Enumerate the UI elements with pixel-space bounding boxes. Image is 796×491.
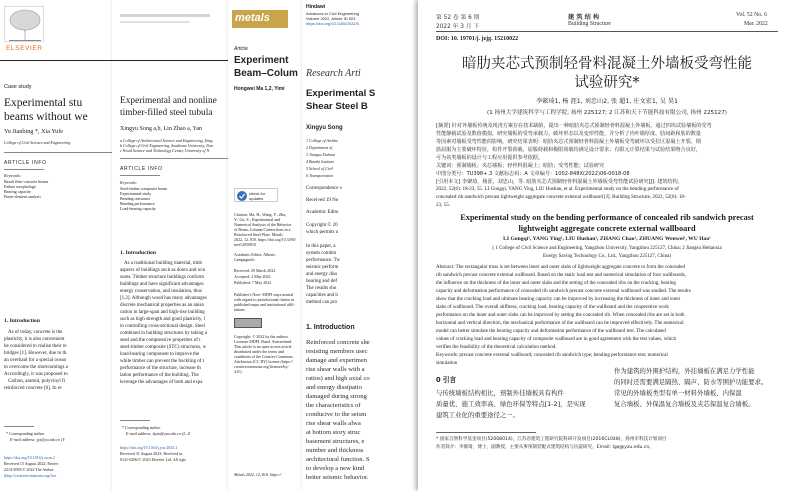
article-type-label: Research Arti [306,68,361,79]
abstract-en-line: Abstract: The rectangular truss is set between inner and outer slabs of lightweight aggregate concrete to form the concealed [436,264,686,270]
abstract-line: system combin [306,251,337,256]
article-info-heading: ARTICLE INFO [120,166,163,172]
keyword: Failure morphology [4,184,36,189]
body-line: performance of the structure, increase th [120,366,201,371]
affiliation-c: c Wood Science and Technology Center, University of N [120,148,210,153]
affiliation: 2 Department of [306,145,333,150]
issue-date: 2022 年 3 月 下 [436,24,480,30]
body-line: in controlling cross-sectional design. Steel [120,324,205,329]
abstract-en-line: horizontal and vertical direction, the mechanical performance of the wallboard can be improved effectively. The numerical [436,320,684,326]
article-type-label: Article [234,46,248,52]
authors: Yu Jianbing *, Xia Yufe [4,128,64,135]
paper-title-line-1: Experimental S [306,88,376,99]
body-line: leverage the advantages of both and expa [120,380,203,385]
author-email: E-mail address: lzyzu@yzu.edu.cn (L. Z [126,431,190,436]
corresponding-author: * Corresponding author. [122,425,161,430]
body-line: basement structures, e [306,438,365,445]
abstract-en-line: show that the cracking load and ultimate bearing capacity can be improved by increasing the thickness of inner and outer [436,296,681,302]
keyword: Basalt fiber concrete beams [4,179,49,184]
publisher-note: iations. [234,307,246,312]
copyright-line: This article is an open access article [234,344,292,349]
copyright-line: Copyright: © 2022 by the authors. [234,334,290,339]
keyword: Bending performance [120,201,155,206]
journal-logo-text: metals [235,12,270,24]
abstract-line: method can pro [306,300,338,305]
abstract-cn-line: 筋屈服为主要破坏特征，构件开裂荷载、屈服荷载和极限荷载均满足设计要求；有限元计算结果与试验结果吻合良好， [436,147,701,153]
body-right-line: 作为建筑的外围护结构，外挂墙板在满足力学性能 [614,367,755,375]
section-heading-intro: 1. Introduction [120,250,156,256]
body-line: the characteristics of [306,402,361,409]
affiliation: College of Civil Science and Engineering [4,140,71,145]
publisher-name: ELSEVIER [6,45,43,52]
abstract-line: performance. Tw [306,258,340,263]
copyright-line: 4.0/). [234,369,243,374]
body-line: number and thickness [306,447,364,454]
volume-date: Mar. 2022 [744,21,768,27]
affiliation: 1 College of Archite [306,138,339,143]
abstract-en-line: verifies the feasibility of the theoretical calculation method. [436,344,557,350]
affiliation-a: a College of Architectural Science and Engineering, Yang [120,138,213,143]
body-left-line: 质量优、施工效率高、绿色环保等特点[1-2]，是实现 [436,400,586,408]
doi-link[interactable]: https://doi.org/10.1016/j.jcsr.2023.1 [120,445,178,450]
publisher-note: published maps and institutional affil- [234,302,295,307]
affiliation: 6 Transportation [306,173,334,178]
keyword: Finite element analysis [4,194,41,199]
paper-title-line-1: Experimental stu [4,97,83,109]
paper-title-en-line-1: Experimental study on the bending performance of concealed rib sandwich precast [460,213,754,222]
keywords-en-line: Keywords: precast concrete external wallboard; concealed rib sandwich type; bending performance test; numerical [436,352,668,358]
paper-thumbnail-2[interactable] [112,0,244,491]
published-date: Published: 7 May 2022 [234,280,272,285]
keyword: Experimental study [120,191,152,196]
academic-editor: Campagnolo [234,257,255,262]
publisher-note: with regard to jurisdictional claims in [234,297,295,302]
journal-volume: Volume 2022, Article ID 523 [306,16,356,21]
body-line: such as high strength and good plasticity, l [120,317,205,322]
section-heading-intro: 0 引言 [436,376,457,384]
affiliation-en-line: ( 1 College of Civil Science and Engineering, Yangzhou University, Yangzhou 225127, China; 2 Jiangsu Heitanxia [492,246,722,251]
academic-editor-heading: Academic Editor: Alberto [234,252,276,257]
abstract-en-line: the influence on the thickness of the inner and outer slabs and the setting of the concealed ribs on the cracking, bearing [436,280,676,286]
copyright-line: Attribution (CC BY) license (https:// [234,359,293,364]
section-heading-intro: 1. Introduction [4,318,40,324]
affiliation: 4 Banshi Institute [306,159,335,164]
abstract-cn-line: 等因素对墙板受弯性能的影响。研究结果表明：暗肋夹芯式预制轻骨料混凝土外墙板受弯破坏以受拉区混凝土开裂、钢 [436,139,701,145]
body-line: while timber can prevent the buckling of t [120,359,205,364]
body-line: damaged during strong [306,393,367,400]
correspondence: Correspondence s [306,186,342,191]
body-line: architectural function. S [306,456,370,463]
authors-cn: 李綮琦1, 杨 涯1, 刘忠山2, 张 超1, 庄文宏1, 吴 昊1 [535,98,678,105]
abstract-en-line: slabs of wallboard. The overall stiffness, cracking load, bearing capacity of the wallboard and the cooperative work [436,304,669,310]
citation-line: Numerical Analysis of the Behavior [234,222,292,227]
body-line: and energy dissipatio [306,384,362,391]
body-line: load-bearing component to improve the [120,352,200,357]
body-line: combined in building structures by taking a [120,331,207,336]
body-line: As of today, concrete is the [8,330,63,335]
citation-line: Reinforced Steel Plate. Metals [234,232,283,237]
body-line: Reinforced concrete she [306,339,370,346]
footnote-author-bio: 作者简介：李綮琦，博士，副教授，主要从事预制装配式建筑结构与抗震研究，Email: lgq@yzu.edu.cn。 [436,445,654,450]
abstract-line: capacities and h [306,293,338,298]
elsevier-tree-logo [4,6,44,42]
paper-title-line-2: Beam–Colum [234,68,298,79]
copyright-line: which permits u [306,230,339,235]
body-line: sures. Timber structure buildings conform [120,275,205,280]
copyright-line: creativecommons.org/licenses/by/ [234,364,289,369]
journal-name-cn: 建 筑 结 构 [568,14,600,21]
abstract-cn-line: [摘要] 针对外墙板传统及现浇方案存在技术缺陷，提出一种暗肋夹芯式预制轻骨料混凝土外墙板。通过四块试验墙板的受弯 [436,123,712,129]
citation-line: Citation: Ma, H.; Wang, Y.; Zhu, [234,212,287,217]
body-line: rise shear walls with a [306,366,365,373]
cc-by-badge [234,318,262,328]
citation-line: of Beam–Column Connections in a [234,227,291,232]
body-line: resisting members usec [306,348,368,355]
doi-link[interactable]: https://doi.org/10.1016/j.cscm.2 [4,455,56,460]
body-line: energy conservation, and insulation, thus [120,289,202,294]
abstract-cn-line: 性能静载试验及数值模拟，研究墙板的受弯承载力、破坏形态以及变形性能，并分析了内叶墙厚度、肋间距和肋的数量 [436,131,701,137]
paper-title-en-line-2: lightweight aggregate concrete external wallboard [518,224,696,233]
author-email: E-mail address: yjx@yu.edu.cn (Y [10,437,65,442]
journal-name-en: Building Structure [568,21,611,27]
abstract-cn-line: 可为该类墙板的设计与工程应用提供参考依据。 [436,155,543,161]
citation-line: Y.; Gu, S.; Experimental and [234,217,281,222]
paper-thumbnail-4[interactable] [302,0,432,491]
authors: Xingyu Song [306,125,343,131]
copyright-line: Copyright © 20 [306,223,338,228]
body-left-line: 建筑工业化的重要途径之一。 [436,411,520,419]
abstract-line: and energy diss [306,272,338,277]
body-line: ratios) and high axial co [306,375,370,382]
keywords-en-line: simulation [436,360,458,366]
body-line: damage and experimen [306,357,368,364]
classification-cn: 中图分类号：TU398+.3 文献标志码：A 文章编号：1002-848X(2022)06-0018-08 [436,171,630,177]
body-line: better seismic behavior. [306,474,369,481]
body-line: Accordingly, it was proposed to [4,372,68,377]
citation-line: concealed rib sandwich precast lightweight aggregate concrete external wallboard [J]. Building Structure, 2022, 52(6): 18- [436,194,686,200]
paper-title-cn-line-2: 试验研究* [574,75,640,91]
keywords-heading: Keywords: [120,180,138,185]
citation-line: [引用本文] 李綮琦，杨涯，刘忠山，等. 暗肋夹芯式预制轻骨料混凝土外墙板受弯性能试验研究[J]. 建筑结构， [436,179,683,185]
citation-line: met12050810 [234,242,256,247]
received-dates: Received 15 August 2022; Receiv [4,461,59,466]
check-updates-icon [236,190,248,202]
academic-editor: Academic Edito [306,210,339,215]
issn-line: 2214-5095/© 2022 The Author [4,467,54,472]
check-for-updates-badge[interactable] [234,188,278,202]
received-date: Received 19 No [306,198,339,203]
article-type-label: Case study [4,84,32,90]
issue-number: 第 52 卷 第 6 期 [436,15,480,21]
body-line: [1,2]. Although wood has many advantages [120,296,207,301]
paper-thumbnail-1[interactable] [0,0,124,491]
keywords-cn: 关键词：预制墙板；夹芯墙板；轻骨料混凝土；暗肋；受弯性能；试验研究 [436,163,605,169]
body-line: aspects of buildings such as doors and win [120,268,206,273]
body-line: steel and the compressive properties of t [120,338,201,343]
abstract-line: bearing and def [306,279,338,284]
body-right-line: 常见的外墙板类型有单一材料外墙板、内保温 [614,389,742,397]
authors: Hongwei Ma 1,2, Yimi [234,86,285,92]
body-line: cation in large-span and high-rise building [120,310,205,315]
body-right-line: 复合墙板、外保温复合墙板及夹芯保温复合墙板。 [614,400,755,408]
issn-line: 0141-0296/© 2023 Elsevier Ltd. All righ [120,457,186,462]
license-link[interactable]: (http://creativecommons.org/lice [4,473,57,478]
check-for-updates-label: check for updates [249,191,266,201]
citation-line: 2022, 52(6): 18-23, 55. LI Gongqi, YANG Ying, LIU Hushan, et al. Experimental study on the bending performance of [436,186,679,192]
abstract-en-line: performance on the inner and outer slabs can be improved by setting the concealed rib. When concealed ribs are set in both [436,312,685,318]
paper-page-building-structure[interactable] [418,0,796,491]
footnote-funding: * 国家自然科学基金项目(52008014)，江苏省建筑工程研究院科研开发项目(2016CL048)，扬州市科技计划项目 [436,437,667,442]
citation-line: 23, 55. [436,202,451,208]
body-line: plasticity, it is also convenient [4,337,65,342]
copyright-line: distributed under the terms and [234,349,284,354]
body-line: to overcome the shortcomings a [4,365,68,370]
authors-en: LI Gongqi¹, YANG Ying¹, LIU Hushan², ZHANG Chao¹, ZHUANG Wenwei¹, WU Hao¹ [503,236,711,242]
body-line: Carbon, aramid, polyvinyl fi [8,379,66,384]
authors: Xingyu Song a,b, Lin Zhao a, Yan [120,126,202,132]
keywords-heading: Keywords: [4,173,22,178]
paper-title-line-1: Experiment [234,55,289,66]
abstract-en-line: rib sandwich precast concrete external wallboard. Based on the static load test and numerical simulation of four wallboards, [436,272,686,278]
body-line: to develop a new kind [306,465,365,472]
keyword: Load-bearing capacity [120,206,156,211]
abstract-line: In this paper, a [306,244,336,249]
keyword: Bearing capacity [4,189,31,194]
citation-line: 2022, 12, 810. https://doi.org/10.3390/ [234,237,296,242]
publisher-note: Publisher's Note: MDPI stays neutral [234,292,294,297]
received-date: Received: 29 March 2022 [234,268,276,273]
copyright-line: conditions of the Creative Commons [234,354,293,359]
received-dates: Received 31 August 2023; Received in [120,451,183,456]
body-line: As a traditional building material, timb [124,261,203,266]
abstract-en-line: model can better simulate the bearing capacity and deformation performance of the wallboard test. The calculated [436,328,666,334]
accepted-date: Accepted: 2 May 2022 [234,274,271,279]
abstract-en-line: values of cracking load and bearing capacity of composite wallboard are in good agreement with the test values, which [436,336,677,342]
body-line: rise shear walls alwa [306,420,361,427]
paper-title-line-2: timber-filled steel tubula [120,108,213,118]
body-right-line: 的同时还需要满足隔热、隔声、防水等围护功能要求。 [614,378,768,386]
doi-link[interactable]: https://doi.org/10.1155/2022/5 [306,21,359,26]
abstract-en-line: capacity and deformation performance of concealed rib sandwich precast concrete external wallboard was studied. The results [436,288,691,294]
journal-name: Advances in Civil Engineering [306,11,359,16]
keyword: Bending resistance [120,196,151,201]
volume-number: Vol. 52 No. 6 [736,12,767,18]
affiliation: 3 Jiangsu Xinhuai [306,152,336,157]
body-line: reinforced concrete [6]. In re [4,386,62,391]
body-line: lation performance of the building. The [120,373,199,378]
affiliation-cn: (1 扬州大学建筑科学与工程学院, 扬州 225127; 2 江苏和天下节能科技有限公司, 扬州 225127) [487,110,727,116]
doi-label[interactable]: DOI: 10. 19701/j. jzjg. 15210022 [436,36,519,42]
paper-title-line-1: Experimental and nonline [120,96,217,106]
copyright-line: Licensee MDPI, Basel, Switzerland. [234,339,293,344]
abstract-line: The results sho [306,286,337,291]
body-line: conducive to the seism [306,411,367,418]
paper-title-cn-line-1: 暗肋夹芯式预制轻骨料混凝土外墙板受弯性能 [462,56,752,72]
paper-title-line-2: Shear Steel B [306,101,368,112]
abstract-line: seismic perform [306,265,339,270]
affiliation: 5 School of Civil [306,166,333,171]
body-line: discrete mechanical properties as an aniso [120,303,204,308]
keyword: Steel-timber composite beam [120,186,167,191]
journal-footer: Metals 2022, 12, 810. https:// [234,472,282,477]
publisher-name: Hindawi [306,4,326,10]
body-line: be considered to realise their re [4,344,67,349]
paper-title-line-2: beams without we [4,111,88,123]
body-line: at bottom story struc [306,429,361,436]
section-heading-intro: 1. Introduction [306,324,355,331]
body-line: bridges [1]. However, due to th [4,351,67,356]
body-left-line: 与传统墙板结构相比，预制外挂墙板具有构件 [436,389,564,397]
affiliation-en-line: Energy Saving Technology Co., Ltd., Yangzhou 225127, China) [543,254,671,259]
corresponding-author: * Corresponding author. [6,431,45,436]
article-info-heading: ARTICLE INFO [4,160,47,166]
affiliation-b: b College of Civil Engineering, Southeast University, Nan [120,143,213,148]
body-line: an overhaul for a special ocean [4,358,67,363]
body-line: steel-timber composite (STC) structures, w [120,345,207,350]
body-line: buildings and have significant advantages [120,282,204,287]
